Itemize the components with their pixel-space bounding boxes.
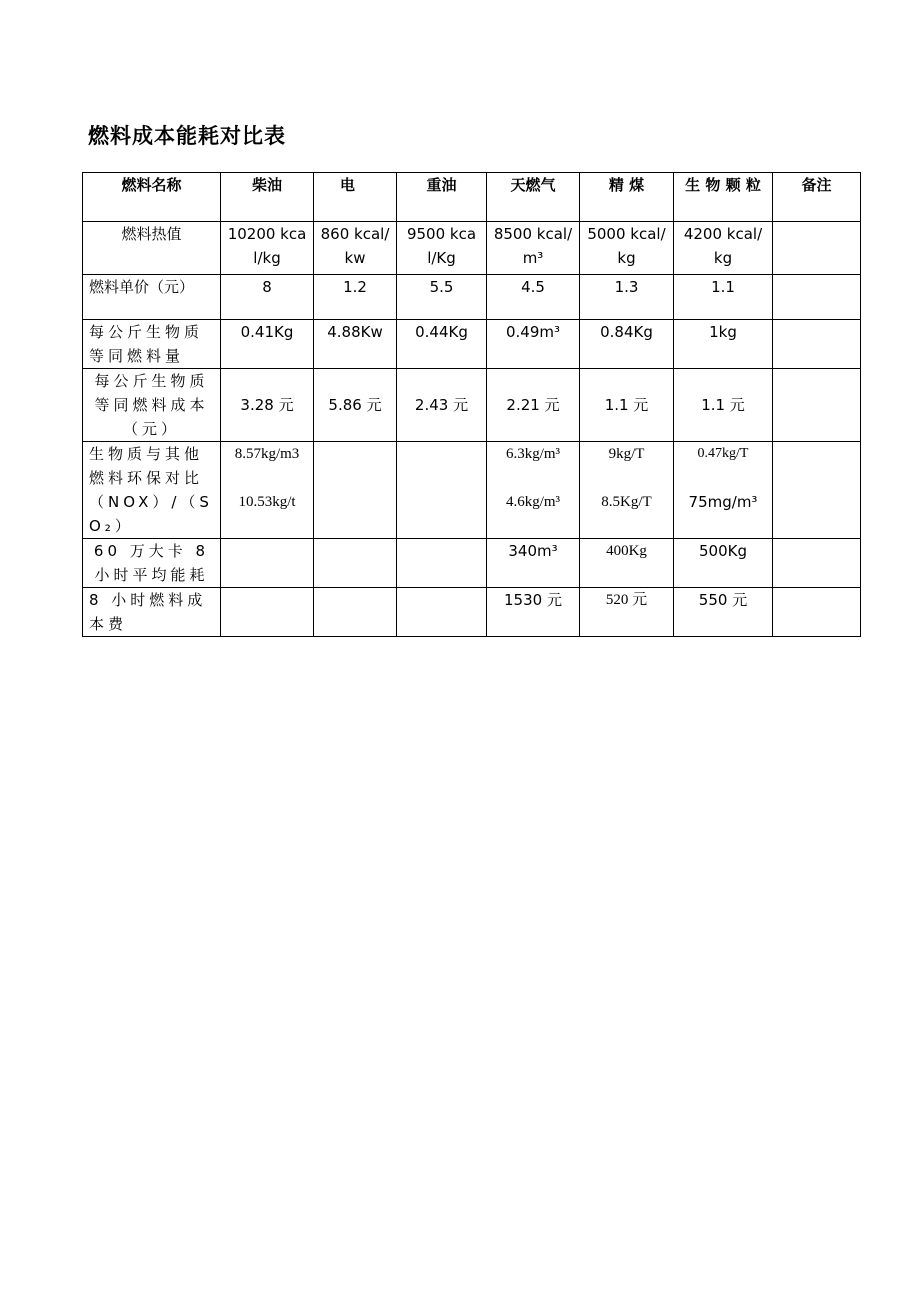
table-cell: 4.5 xyxy=(487,275,580,320)
page-title: 燃料成本能耗对比表 xyxy=(88,123,286,148)
table-cell: 5.86 元 xyxy=(314,369,397,442)
table-cell: 8 xyxy=(221,275,314,320)
so2-value: 10.53kg/t xyxy=(238,494,296,510)
header-biomass-pellet: 生 物 颗 粒 xyxy=(674,173,773,222)
table-cell: 5000 kcal/kg xyxy=(580,222,674,275)
nox-value: 9kg/T xyxy=(608,446,645,462)
header-natural-gas: 天燃气 xyxy=(487,173,580,222)
row-label: 燃料热值 xyxy=(83,222,221,275)
header-diesel: 柴油 xyxy=(221,173,314,222)
nox-value: 0.47kg/T xyxy=(697,446,749,461)
header-fuel-name: 燃料名称 xyxy=(83,173,221,222)
table-cell-remark xyxy=(773,222,861,275)
table-cell: 0.49m³ xyxy=(487,320,580,369)
table-cell xyxy=(221,539,314,588)
row-label: 每公斤生物质等同燃料量 xyxy=(83,320,221,369)
row-label: 燃料单价（元） xyxy=(83,275,221,320)
row-label: 生物质与其他燃料环保对比（NOX）/（SO₂） xyxy=(83,442,221,539)
table-cell: 5.5 xyxy=(397,275,487,320)
row-label: 8 小时燃料成本费 xyxy=(83,588,221,637)
table-row-average-consumption xyxy=(83,539,861,588)
header-refined-coal: 精 煤 xyxy=(580,173,674,222)
table-cell xyxy=(314,539,397,588)
table-cell: 1kg xyxy=(674,320,773,369)
row-label: 每公斤生物质等同燃料成本（元） xyxy=(83,369,221,442)
table-row-heat-value xyxy=(83,222,861,275)
table-cell-remark xyxy=(773,442,861,539)
table-cell: 2.43 元 xyxy=(397,369,487,442)
table-cell: 860 kcal/kw xyxy=(314,222,397,275)
table-cell-remark xyxy=(773,320,861,369)
table-cell xyxy=(314,442,397,539)
table-cell-remark xyxy=(773,588,861,637)
table-cell: 4.88Kw xyxy=(314,320,397,369)
table-cell: 10200 kcal/kg xyxy=(221,222,314,275)
table-cell: 2.21 元 xyxy=(487,369,580,442)
table-cell: 550 元 xyxy=(674,588,773,637)
table-cell xyxy=(397,539,487,588)
table-cell: 520 元 xyxy=(580,588,674,637)
table-cell: 1.2 xyxy=(314,275,397,320)
table-row-equivalent-cost xyxy=(83,369,861,442)
table-cell: 1.1 xyxy=(674,275,773,320)
table-cell: 9500 kcal/Kg xyxy=(397,222,487,275)
table-cell: 0.44Kg xyxy=(397,320,487,369)
header-electricity: 电 xyxy=(314,173,397,222)
table-cell xyxy=(397,588,487,637)
table-cell-remark xyxy=(773,369,861,442)
table-cell: 340m³ xyxy=(487,539,580,588)
table-cell xyxy=(674,442,773,539)
table-cell: 400Kg xyxy=(580,539,674,588)
table-cell-remark xyxy=(773,275,861,320)
table-cell: 8500 kcal/m³ xyxy=(487,222,580,275)
table-cell xyxy=(580,442,674,539)
table-cell: 1530 元 xyxy=(487,588,580,637)
table-cell xyxy=(397,442,487,539)
table-cell-remark xyxy=(773,539,861,588)
table-cell xyxy=(221,442,314,539)
table-cell: 0.41Kg xyxy=(221,320,314,369)
table-cell: 3.28 元 xyxy=(221,369,314,442)
table-cell xyxy=(487,442,580,539)
table-row-fuel-cost xyxy=(83,588,861,637)
header-heavy-oil: 重油 xyxy=(397,173,487,222)
nox-value: 6.3kg/m³ xyxy=(505,446,561,462)
table-cell xyxy=(314,588,397,637)
so2-value: 75mg/m³ xyxy=(688,493,758,511)
table-cell: 1.1 元 xyxy=(674,369,773,442)
header-remarks: 备注 xyxy=(773,173,861,222)
row-label: 60 万大卡 8 小时平均能耗 xyxy=(83,539,221,588)
table-cell: 1.3 xyxy=(580,275,674,320)
table-row-emissions xyxy=(83,442,861,539)
table-cell: 1.1 元 xyxy=(580,369,674,442)
table-cell: 500Kg xyxy=(674,539,773,588)
table-row-equivalent-amount xyxy=(83,320,861,369)
so2-value: 4.6kg/m³ xyxy=(505,494,561,510)
table-cell xyxy=(221,588,314,637)
nox-value: 8.57kg/m3 xyxy=(234,446,300,462)
table-cell: 4200 kcal/kg xyxy=(674,222,773,275)
header-row xyxy=(83,173,861,222)
fuel-comparison-table xyxy=(82,172,861,637)
table-cell: 0.84Kg xyxy=(580,320,674,369)
table-row-unit-price xyxy=(83,275,861,320)
so2-value: 8.5Kg/T xyxy=(601,494,652,510)
